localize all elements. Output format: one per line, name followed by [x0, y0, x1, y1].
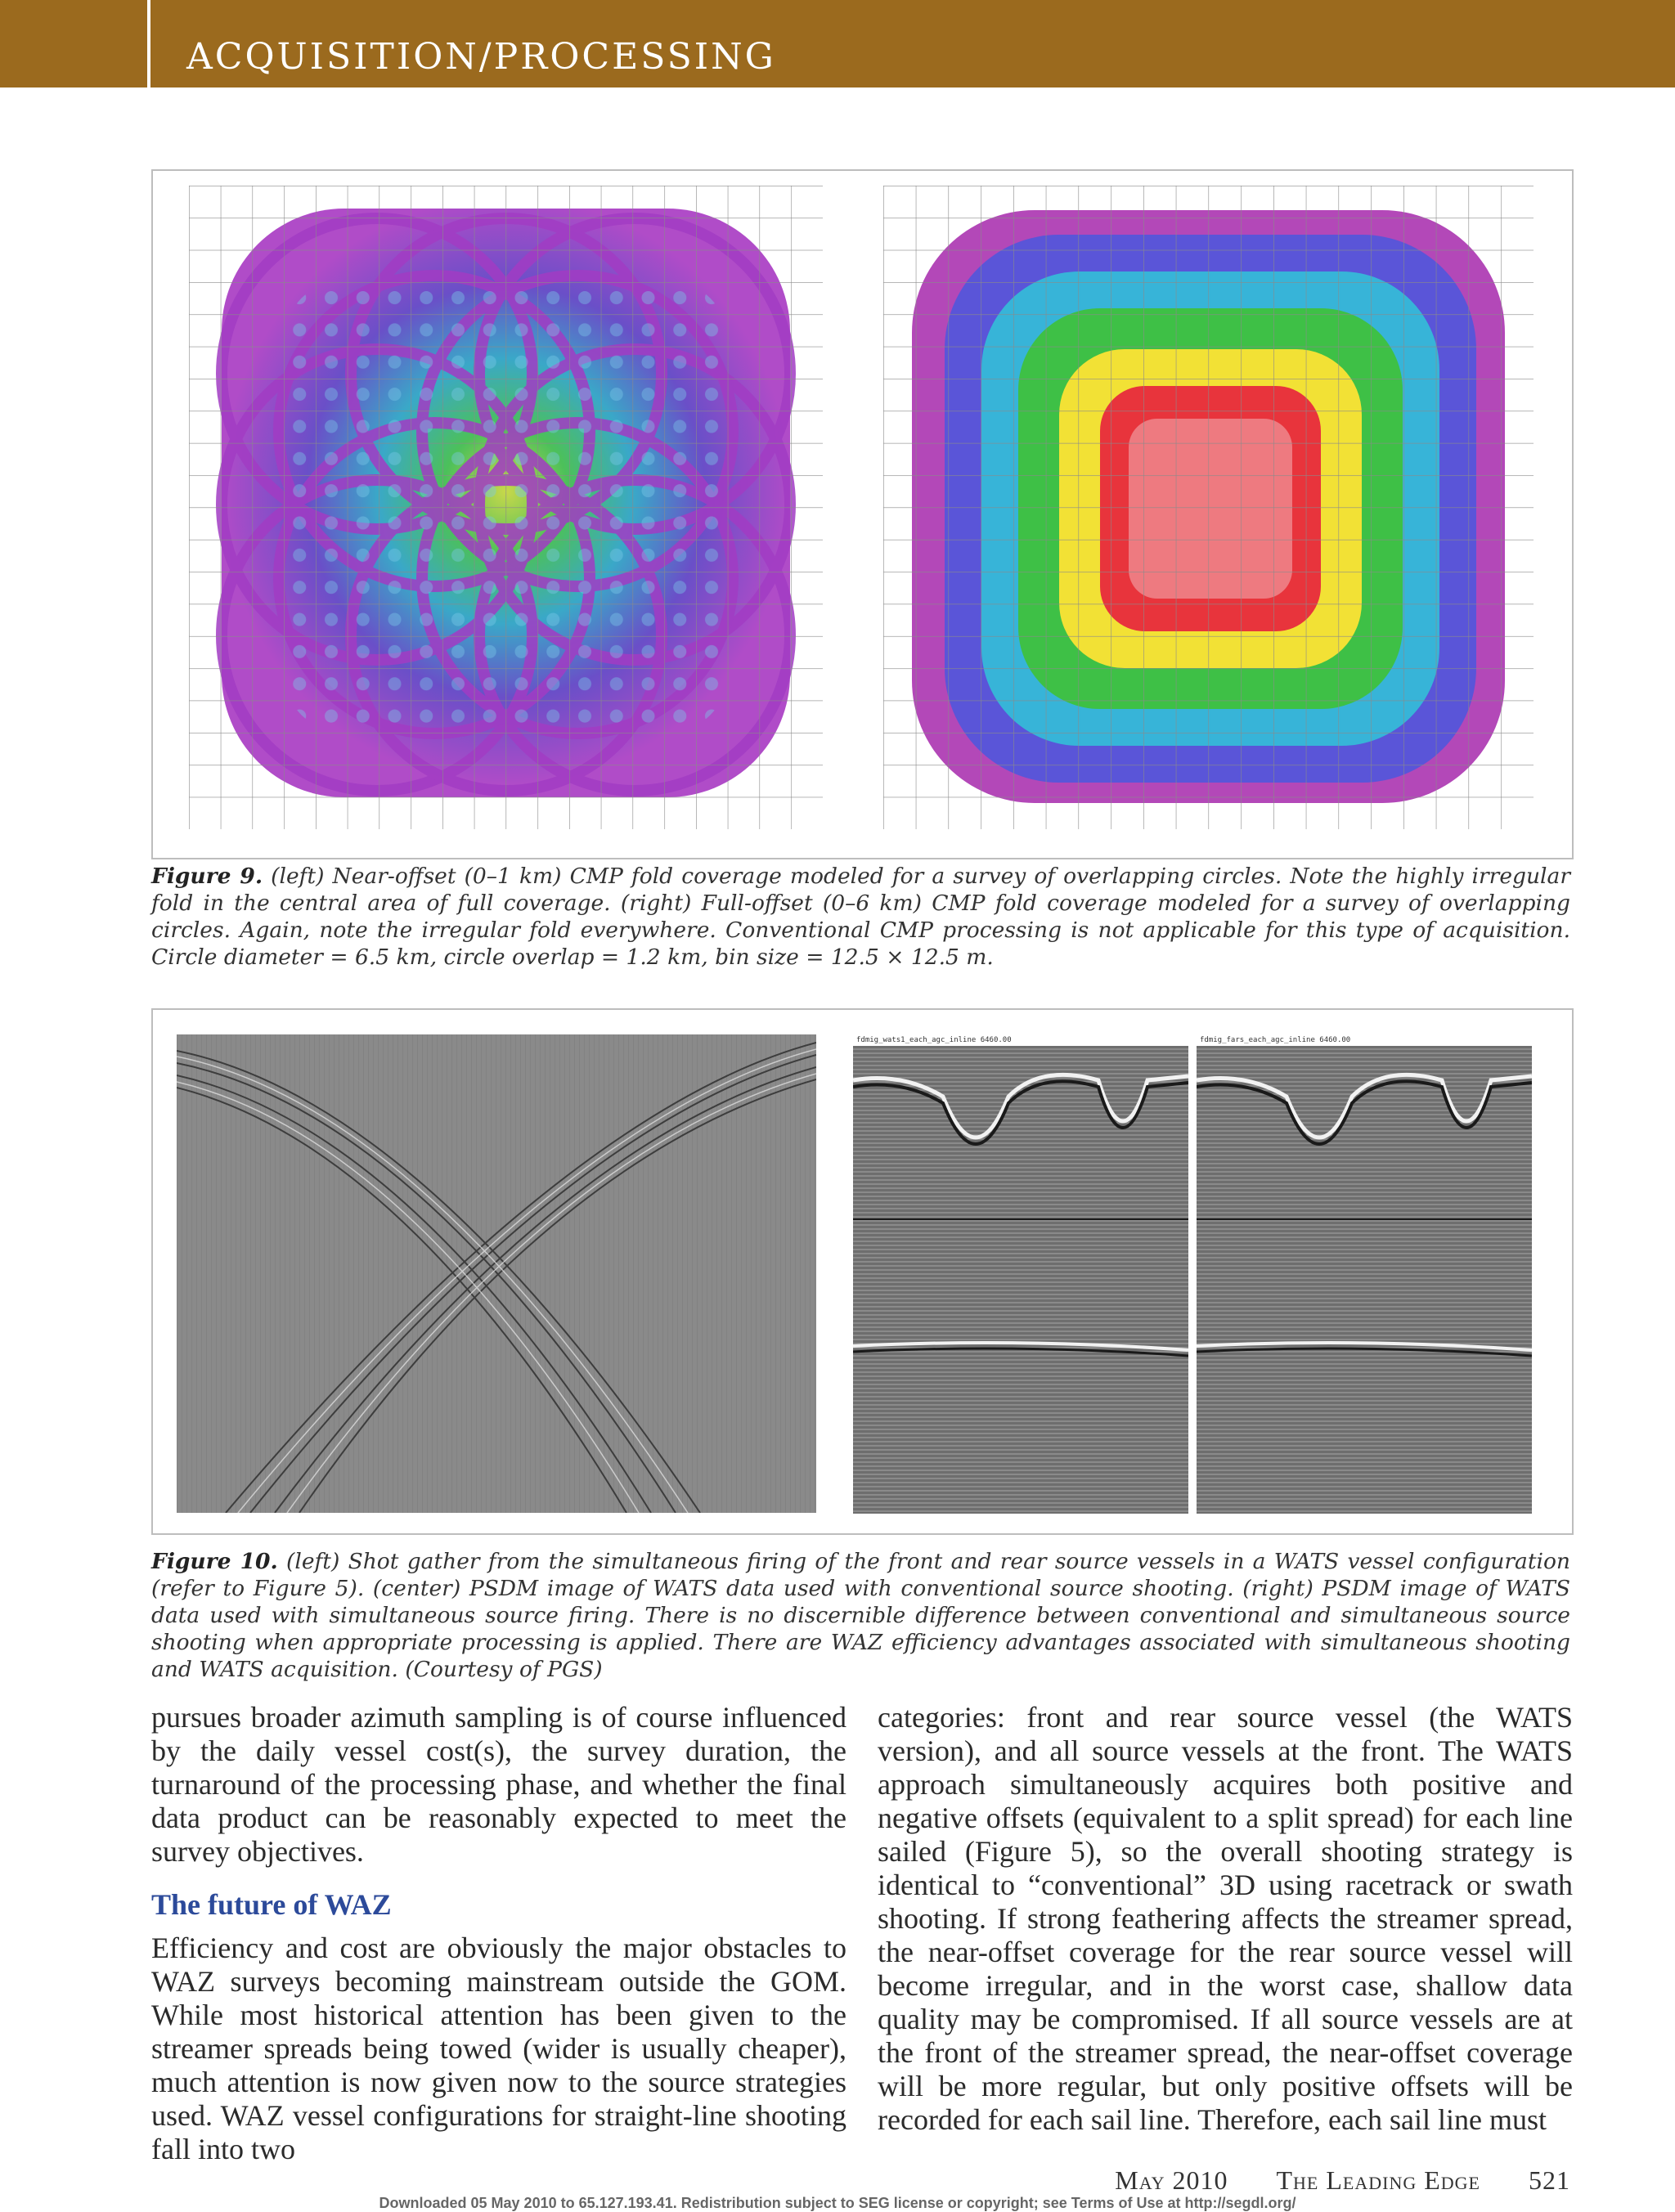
center-panel-label: fdmig_wats1_each_agc_inline 6460.00 [856, 1036, 1012, 1044]
header-divider [147, 0, 150, 87]
left-text-column [151, 1701, 846, 2166]
section-heading: The future of WAZ [151, 1888, 392, 1921]
download-notice: Downloaded 05 May 2010 to 65.127.193.41. Redistribution subject to SEG license or copyright; see Terms of Use at http://segdl.org/ [379, 2195, 1296, 2211]
psdm-simultaneous-image [1197, 1031, 1532, 1514]
near-offset-fold-map [189, 186, 823, 829]
journal-name: The Leading Edge [1276, 2165, 1480, 2195]
figure-10-label: Figure 10. [151, 1549, 278, 1574]
paragraph: categories: front and rear source vessel (the WATS version), and all source vessels at the front. The WATS approach simultaneously acquires both positive and negative offsets (equivalent to a split spread) for each line sailed (Figure 5), so the overall shooting strategy is identical to “conventional” 3D using racetrack or swath shooting. If strong feathering affects the streamer spread, the near-offset coverage for the rear source vessel will become irregular, and in the worst case, shallow data quality may be compromised. If all source vessels are at the front of the streamer spread, the near-offset coverage will be more regular, but only positive offsets will be recorded for each sail line. Therefore, each sail line must [878, 1701, 1573, 2136]
section-title: ACQUISITION/PROCESSING [186, 36, 776, 78]
figure-10-caption-text: (left) Shot gather from the simultaneous firing of the front and rear source vessels in a WATS vessel configuration (refer to Figure 5). (center) PSDM image of WATS data used with conventional source shooting. (right) PSDM image of WATS data used with simultaneous source firing. There is no discernible difference between conventional and simultaneous source shooting when appropriate processing is applied. There are WAZ efficiency advantages associated with simultaneous shooting and WATS acquisition. (Courtesy of PGS) [151, 1549, 1570, 1682]
psdm-conventional-image [853, 1031, 1188, 1514]
shot-gather-image [177, 1034, 816, 1513]
right-text-column [878, 1701, 1573, 2137]
paragraph: Efficiency and cost are obviously the major obstacles to WAZ surveys becoming mainstream outside the GOM. While most historical attention has been given to the streamer spreads being towed (wider is usually cheaper), much attention is now given now to the source strategies used. WAZ vessel configurations for straight-line shooting fall into two [151, 1932, 846, 2165]
right-panel-label: fdmig_fars_each_agc_inline 6460.00 [1200, 1036, 1351, 1044]
figure-9-label: Figure 9. [151, 864, 263, 889]
page-footer [1074, 2165, 1570, 2196]
figure-9-caption-text: (left) Near-offset (0–1 km) CMP fold coverage modeled for a survey of overlapping circles. Note the highly irregular fold in the central area of full coverage. (right) Full-offset (0–6 km) CMP fold coverage modeled for a survey of overlapping circles. Again, note the irregular fold everywhere. Conventional CMP processing is not applicable for this type of acquisition. Circle diameter = 6.5 km, circle overlap = 1.2 km, bin size = 12.5 × 12.5 m. [151, 864, 1570, 970]
paragraph: pursues broader azimuth sampling is of course influenced by the daily vessel cost(s), the survey duration, the turnaround of the processing phase, and whether the final data product can be reasonably expected to meet the survey objectives. [151, 1701, 846, 1868]
figure-10-caption [151, 1548, 1570, 1683]
full-offset-fold-map [883, 186, 1534, 829]
issue-date: May 2010 [1115, 2165, 1228, 2195]
page-number: 521 [1529, 2165, 1570, 2195]
figure-9-caption [151, 863, 1570, 971]
